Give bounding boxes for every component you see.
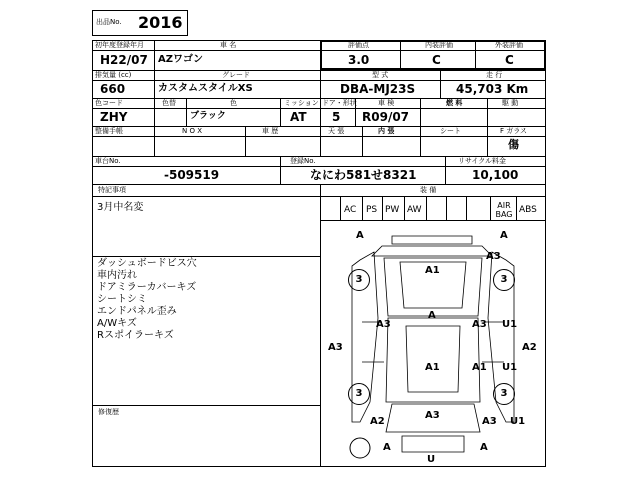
row-line: [92, 166, 546, 167]
mileage: 45,703 Km: [456, 82, 529, 96]
exterior-label: 外装評価: [495, 41, 523, 49]
chassis-label: 車台No.: [95, 157, 121, 165]
equip-ac: AC: [344, 205, 357, 215]
first-reg: H22/07: [100, 53, 148, 67]
doors-label: ドア・形状: [322, 99, 357, 107]
interior-label: 内装評価: [425, 41, 453, 49]
damage-mark: A: [480, 442, 488, 453]
damage-mark: A: [428, 310, 436, 321]
interior: C: [432, 53, 441, 67]
damage-mark: A2: [370, 416, 385, 427]
grade: カスタムスタイルXS: [158, 83, 253, 94]
col-line: [475, 40, 476, 70]
col-line: [362, 196, 363, 220]
special-label: 特記事項: [98, 186, 126, 194]
row-line: [92, 70, 546, 71]
mileage-label: 走 行: [486, 71, 503, 79]
glass-label: F ガラス: [500, 127, 528, 135]
col-line: [320, 70, 321, 98]
note-item: シートシミ: [97, 294, 147, 305]
row-line: [320, 220, 546, 221]
note-item: ダッシュボードビス穴: [97, 258, 197, 269]
equipment-label: 装 備: [420, 186, 437, 194]
col-line: [186, 98, 187, 126]
sunroof-label: 天 張: [328, 127, 345, 135]
inspection: R09/07: [362, 110, 410, 124]
color-label: 色: [230, 99, 237, 107]
plate: なにわ581せ8321: [310, 168, 417, 182]
damage-mark: A1: [472, 362, 487, 373]
wheel-fl: 3: [348, 269, 370, 291]
fuel-label: 燃 料: [446, 99, 463, 107]
mission: AT: [290, 110, 307, 124]
grade-label: グレード: [222, 71, 250, 79]
lot-number: 2016: [138, 13, 183, 32]
note-item: Rスポイラーキズ: [97, 330, 174, 341]
lot-label: 出品No.: [96, 18, 122, 26]
int-label: 内 張: [378, 127, 395, 135]
exterior: C: [505, 53, 514, 67]
manual-label: 整備手帳: [95, 127, 123, 135]
recycle-label: リサイクル料金: [458, 157, 507, 165]
col-line: [154, 70, 155, 98]
row-line: [92, 196, 546, 197]
damage-mark: A1: [425, 362, 440, 373]
repair-label: 修復歴: [98, 408, 119, 416]
model-name-label: 車 名: [220, 41, 237, 49]
displacement: 660: [100, 82, 126, 96]
model-code-label: 型 式: [372, 71, 389, 79]
col-line: [362, 126, 363, 156]
col-line: [400, 40, 401, 70]
damage-mark: U: [427, 454, 436, 465]
col-line: [245, 126, 246, 156]
color-code-label: 色コード: [95, 99, 123, 107]
col-line: [340, 196, 341, 220]
seat-label: シート: [440, 127, 461, 135]
note-item: 車内汚れ: [97, 270, 137, 281]
damage-mark: U1: [502, 319, 518, 330]
equip-aw: AW: [407, 205, 422, 215]
score: 3.0: [348, 53, 370, 67]
glass: 傷: [508, 138, 519, 151]
row-line: [92, 80, 546, 81]
col-line: [404, 196, 405, 220]
row-line: [92, 126, 546, 127]
equip-abs: ABS: [519, 205, 537, 215]
col-line: [420, 126, 421, 156]
damage-mark: A: [356, 230, 364, 241]
inspection-label: 車 検: [378, 99, 395, 107]
displacement-label: 排気量 (cc): [95, 71, 132, 79]
damage-mark: A: [383, 442, 391, 453]
mission-label: ミッション: [284, 99, 319, 107]
col-line: [466, 196, 467, 220]
col-line: [382, 196, 383, 220]
col-line: [440, 70, 441, 98]
row-line: [92, 108, 546, 109]
col-line: [446, 196, 447, 220]
row-line: [92, 98, 546, 99]
col-line: [154, 126, 155, 156]
top-note: 3月中名変: [97, 202, 144, 213]
col-line: [280, 98, 281, 126]
col-line: [445, 156, 446, 184]
col-line: [320, 40, 321, 70]
col-line: [154, 98, 155, 126]
col-line: [320, 184, 321, 467]
damage-mark: A3: [472, 319, 487, 330]
color: ブラック: [190, 111, 226, 121]
doors: 5: [332, 110, 341, 124]
color-no-label: 色替: [162, 99, 176, 107]
col-line: [516, 196, 517, 220]
drive-label: 駆 動: [502, 99, 519, 107]
row-line: [92, 184, 546, 185]
col-line: [320, 126, 321, 156]
equip-pw: PW: [385, 205, 400, 215]
note-item: ドアミラーカバーキズ: [97, 282, 197, 293]
model-code: DBA-MJ23S: [340, 82, 416, 96]
row-line: [92, 136, 546, 137]
damage-mark: A2: [522, 342, 537, 353]
damage-mark: A3: [486, 251, 501, 262]
damage-mark: U1: [502, 362, 518, 373]
car-diagram: [322, 222, 544, 466]
damage-mark: A3: [328, 342, 343, 353]
first-reg-label: 初年度登録年月: [95, 41, 144, 49]
row-line: [92, 405, 320, 406]
col-line: [280, 156, 281, 184]
history-label: 車 歴: [262, 127, 279, 135]
col-line: [487, 98, 488, 126]
wheel-rr: 3: [493, 383, 515, 405]
col-line: [487, 126, 488, 156]
note-item: A/Wキズ: [97, 318, 137, 329]
col-line: [154, 40, 155, 70]
wheel-rl: 3: [348, 383, 370, 405]
col-line: [490, 196, 491, 220]
damage-mark: A3: [376, 319, 391, 330]
nox-label: N O X: [182, 127, 202, 135]
score-label: 評価点: [348, 41, 369, 49]
damage-mark: U1: [510, 416, 526, 427]
col-line: [420, 98, 421, 126]
recycle: 10,100: [472, 168, 519, 182]
col-line: [320, 98, 321, 126]
damage-mark: A: [500, 230, 508, 241]
chassis: -509519: [164, 168, 220, 182]
damage-mark: A1: [425, 265, 440, 276]
equip-airbag: AIR BAG: [495, 201, 513, 219]
damage-mark: A3: [425, 410, 440, 421]
damage-mark: A3: [482, 416, 497, 427]
equip-ps: PS: [366, 205, 378, 215]
plate-label: 登録No.: [290, 157, 316, 165]
model-name: AZワゴン: [158, 54, 203, 65]
note-item: エンドパネル歪み: [97, 306, 177, 317]
color-code: ZHY: [100, 110, 128, 124]
col-line: [426, 196, 427, 220]
row-line: [92, 256, 320, 257]
wheel-fr: 3: [493, 269, 515, 291]
